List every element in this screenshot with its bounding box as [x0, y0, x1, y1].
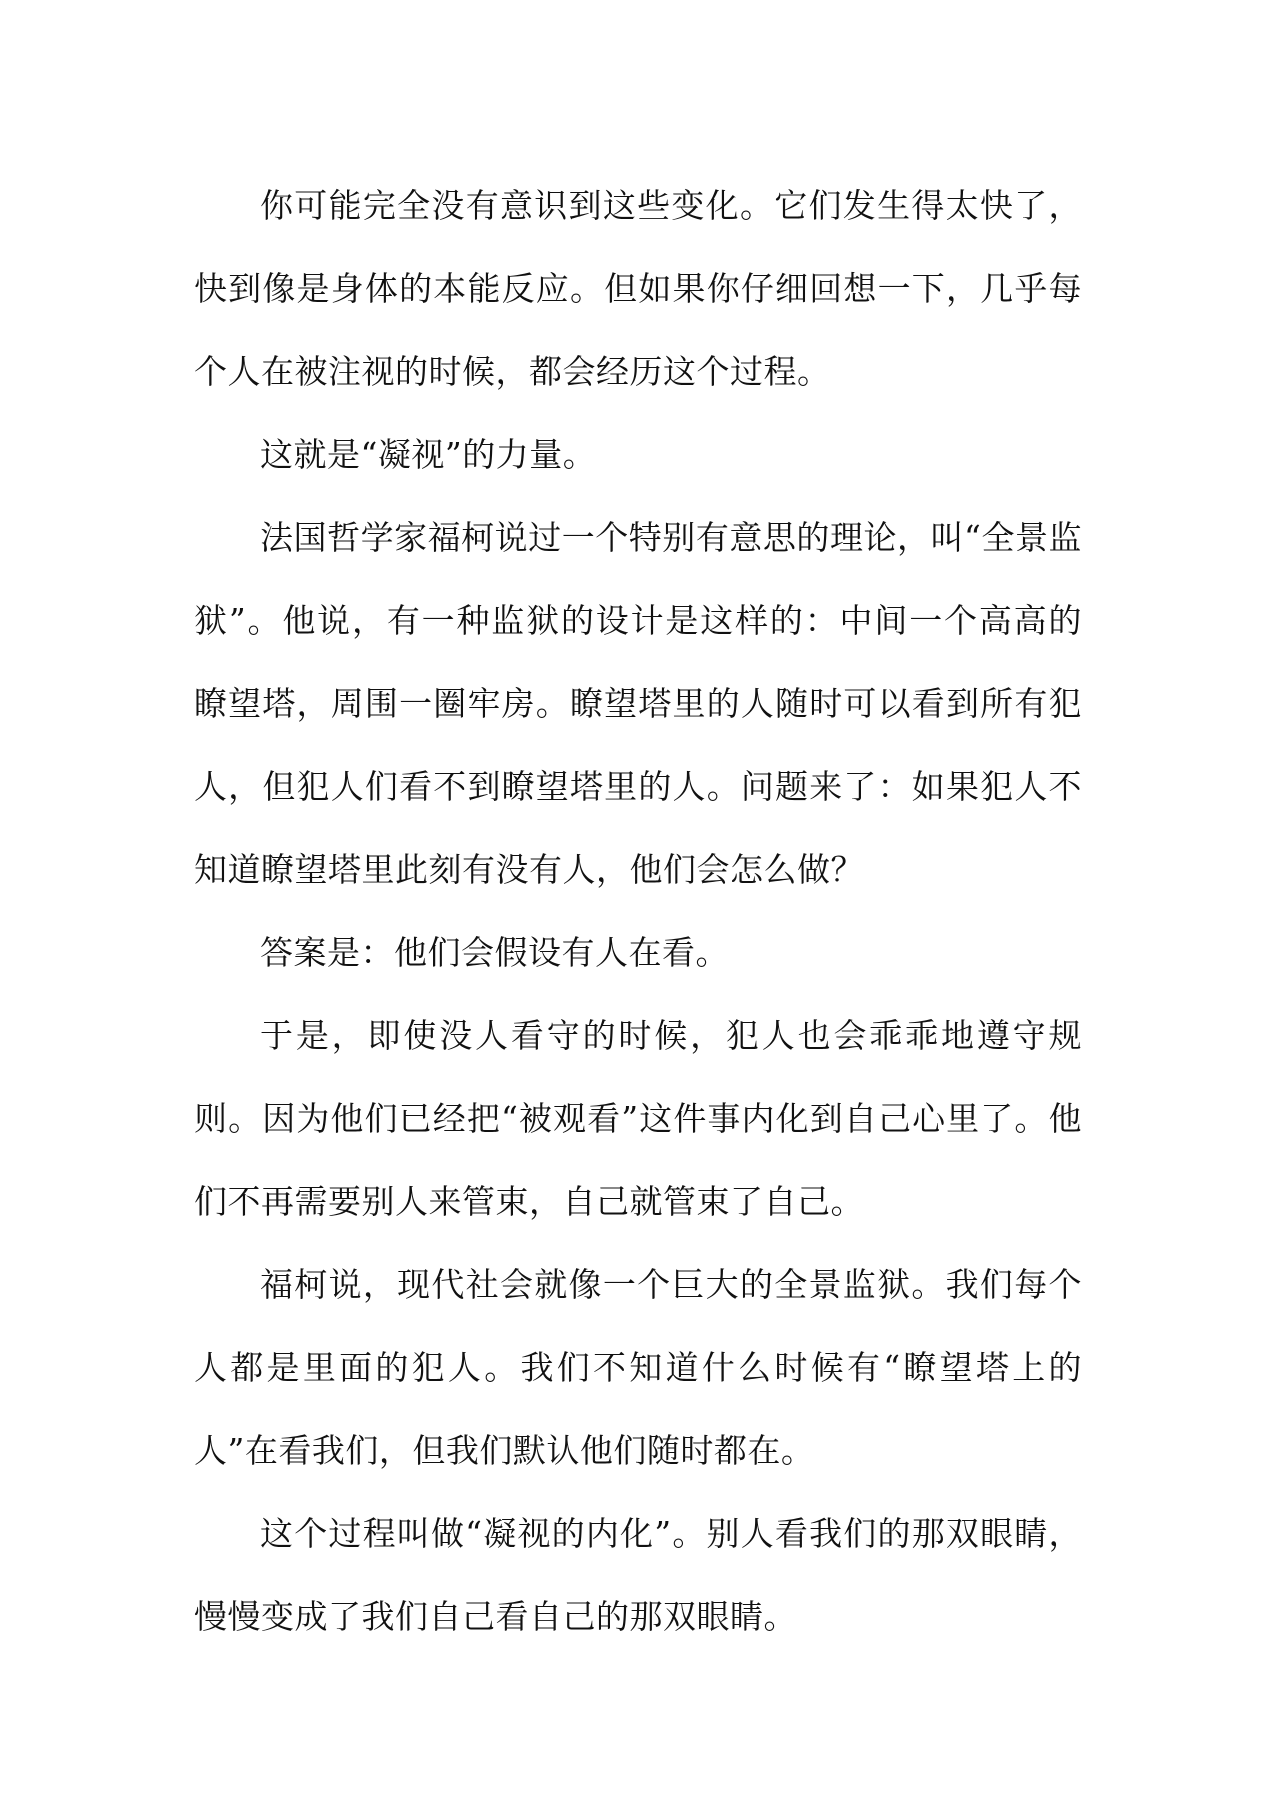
paragraph-2: 这就是“凝视”的力量。 [260, 435, 597, 474]
paragraph-6: 福柯说，现代社会就像一个巨大的全景监狱。我们每个人都是里面的犯人。我们不知道什么时候有“瞭望塔上的人”在看我们，但我们默认他们随时都在。 [194, 1265, 1082, 1470]
paragraph-5: 于是，即使没人看守的时候，犯人也会乖乖地遵守规则。因为他们已经把“被观看”这件事内化到自己心里了。他们不再需要别人来管束，自己就管束了自己。 [194, 1016, 1082, 1221]
paragraph-1: 你可能完全没有意识到这些变化。它们发生得太快了，快到像是身体的本能反应。但如果你仔细回想一下，几乎每个人在被注视的时候，都会经历这个过程。 [194, 186, 1082, 391]
paragraph-3: 法国哲学家福柯说过一个特别有意思的理论，叫“全景监狱”。他说，有一种监狱的设计是这样的：中间一个高高的瞭望塔，周围一圈牢房。瞭望塔里的人随时可以看到所有犯人，但犯人们看不到瞭望塔里的人。问题来了：如果犯人不知道瞭望塔里此刻有没有人，他们会怎么做？ [194, 518, 1082, 889]
paragraph-4: 答案是：他们会假设有人在看。 [260, 933, 729, 972]
document-body [194, 164, 1082, 1658]
paragraph-7: 这个过程叫做“凝视的内化”。别人看我们的那双眼睛，慢慢变成了我们自己看自己的那双眼睛。 [194, 1514, 1082, 1636]
